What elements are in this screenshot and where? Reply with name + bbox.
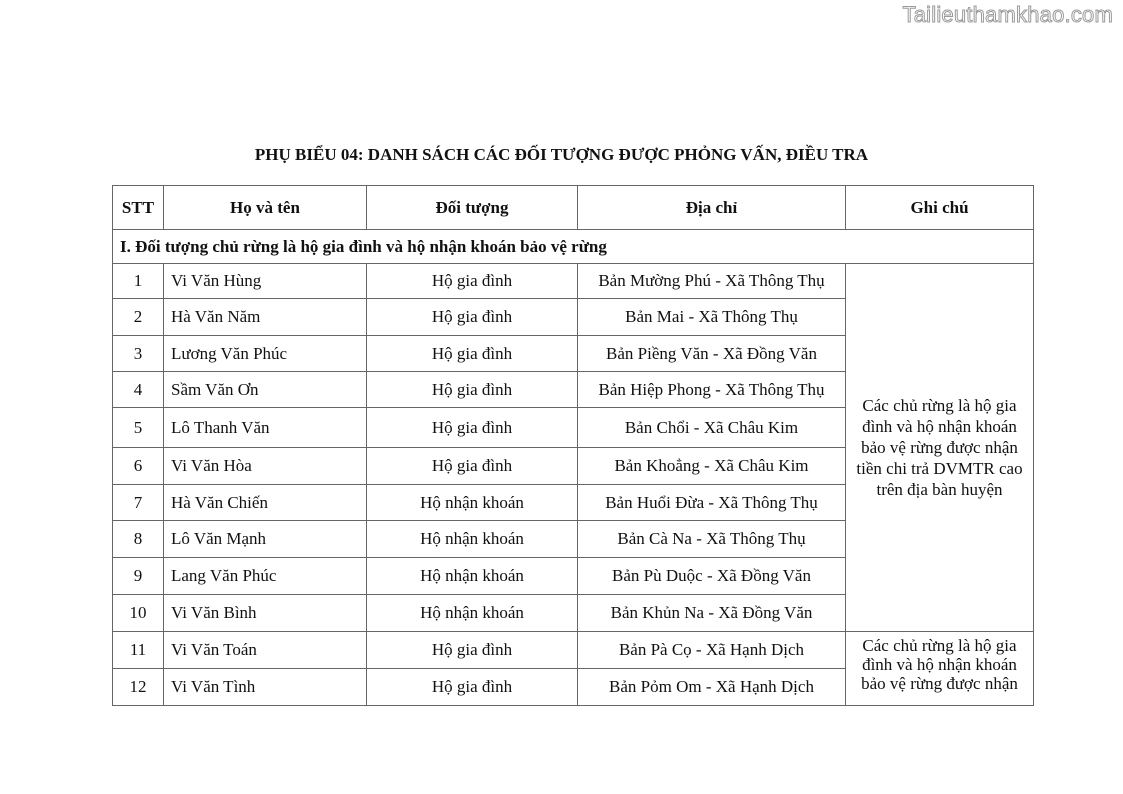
row-address: Bản Chổi - Xã Châu Kim xyxy=(578,408,846,448)
row-name: Vi Văn Bình xyxy=(164,595,367,632)
row-address: Bản Pù Duộc - Xã Đồng Văn xyxy=(578,558,846,595)
row-note: Các chủ rừng là hộ gia đình và hộ nhận khoán bảo vệ rừng được nhận tiền chi trả DVMTR cao trên địa bàn huyện xyxy=(846,264,1034,632)
row-name: Hà Văn Năm xyxy=(164,299,367,336)
row-type: Hộ gia đình xyxy=(367,372,578,408)
row-stt: 7 xyxy=(113,485,164,521)
row-stt: 11 xyxy=(113,632,164,669)
row-stt: 12 xyxy=(113,669,164,706)
row-name: Lang Văn Phúc xyxy=(164,558,367,595)
table-header xyxy=(113,186,1034,230)
row-address: Bản Hiệp Phong - Xã Thông Thụ xyxy=(578,372,846,408)
row-address: Bản Khoẳng - Xã Châu Kim xyxy=(578,448,846,485)
row-type: Hộ gia đình xyxy=(367,632,578,669)
row-address: Bản Huổi Đừa - Xã Thông Thụ xyxy=(578,485,846,521)
row-address: Bản Pỏm Om - Xã Hạnh Dịch xyxy=(578,669,846,706)
section-title: I. Đối tượng chủ rừng là hộ gia đình và hộ nhận khoán bảo vệ rừng xyxy=(113,230,1034,264)
watermark: Tailieuthamkhao.com xyxy=(902,2,1113,27)
row-name: Hà Văn Chiến xyxy=(164,485,367,521)
respondents-table xyxy=(112,185,1034,706)
row-stt: 4 xyxy=(113,372,164,408)
row-stt: 6 xyxy=(113,448,164,485)
row-address: Bản Mường Phú - Xã Thông Thụ xyxy=(578,264,846,299)
row-stt: 2 xyxy=(113,299,164,336)
row-note: Các chủ rừng là hộ gia đình và hộ nhận khoán bảo vệ rừng được nhận xyxy=(846,632,1034,706)
row-address: Bản Cà Na - Xã Thông Thụ xyxy=(578,521,846,558)
row-type: Hộ gia đình xyxy=(367,408,578,448)
row-name: Vi Văn Tình xyxy=(164,669,367,706)
table-row xyxy=(113,632,1034,669)
row-type: Hộ nhận khoán xyxy=(367,595,578,632)
section-row xyxy=(113,230,1034,264)
row-address: Bản Pà Cọ - Xã Hạnh Dịch xyxy=(578,632,846,669)
header-note: Ghi chú xyxy=(846,186,1034,230)
row-address: Bản Piềng Văn - Xã Đồng Văn xyxy=(578,336,846,372)
row-type: Hộ gia đình xyxy=(367,669,578,706)
row-name: Vi Văn Hòa xyxy=(164,448,367,485)
header-name: Họ và tên xyxy=(164,186,367,230)
row-name: Sầm Văn Ơn xyxy=(164,372,367,408)
row-name: Vi Văn Toán xyxy=(164,632,367,669)
page-title: PHỤ BIỂU 04: DANH SÁCH CÁC ĐỐI TƯỢNG ĐƯỢC PHỎNG VẤN, ĐIỀU TRA xyxy=(254,145,869,164)
row-name: Lô Thanh Văn xyxy=(164,408,367,448)
row-address: Bản Mai - Xã Thông Thụ xyxy=(578,299,846,336)
table-row xyxy=(113,264,1034,299)
row-type: Hộ gia đình xyxy=(367,299,578,336)
row-stt: 10 xyxy=(113,595,164,632)
row-type: Hộ nhận khoán xyxy=(367,558,578,595)
row-type: Hộ gia đình xyxy=(367,336,578,372)
row-stt: 5 xyxy=(113,408,164,448)
row-type: Hộ gia đình xyxy=(367,448,578,485)
row-name: Lương Văn Phúc xyxy=(164,336,367,372)
header-address: Địa chỉ xyxy=(578,186,846,230)
row-stt: 9 xyxy=(113,558,164,595)
row-stt: 3 xyxy=(113,336,164,372)
header-stt: STT xyxy=(113,186,164,230)
row-type: Hộ nhận khoán xyxy=(367,521,578,558)
row-stt: 1 xyxy=(113,264,164,299)
row-name: Vi Văn Hùng xyxy=(164,264,367,299)
row-type: Hộ gia đình xyxy=(367,264,578,299)
row-address: Bản Khủn Na - Xã Đồng Văn xyxy=(578,595,846,632)
row-type: Hộ nhận khoán xyxy=(367,485,578,521)
header-type: Đối tượng xyxy=(367,186,578,230)
row-name: Lô Văn Mạnh xyxy=(164,521,367,558)
row-stt: 8 xyxy=(113,521,164,558)
